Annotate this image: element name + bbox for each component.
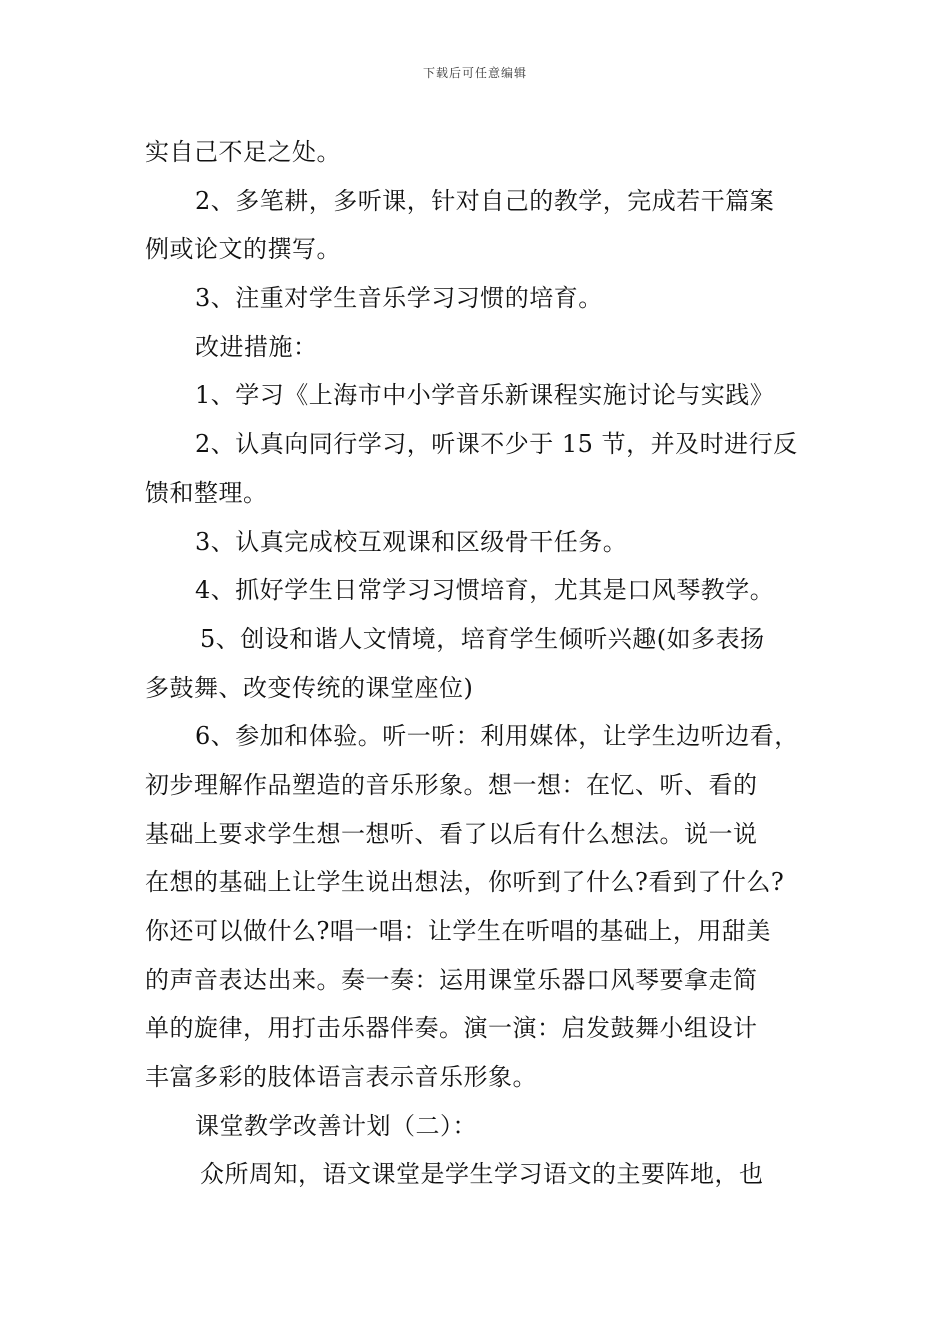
page-header: 下载后可任意编辑 — [422, 66, 527, 80]
text-line: 在想的基础上让学生说出想法，你听到了什么?看到了什么? — [145, 868, 785, 897]
text-line: 2、认真向同行学习，听课不少于 15 节，并及时进行反 — [195, 430, 798, 459]
text-line: 实自己不足之处。 — [145, 138, 341, 166]
text-line: 1、学习《上海市中小学音乐新课程实施讨论与实践》 — [195, 381, 775, 410]
text-line: 基础上要求学生想一想听、看了以后有什么想法。说一说 — [145, 819, 758, 848]
text-line: 3、注重对学生音乐学习习惯的培育。 — [195, 284, 603, 313]
text-line: 例或论文的撰写。 — [145, 235, 341, 264]
text-line: 的声音表达出来。奏一奏：运用课堂乐器口风琴要拿走简 — [145, 965, 758, 994]
text-line: 馈和整理。 — [145, 478, 268, 507]
section-heading: 改进措施： — [195, 332, 318, 361]
text-line: 众所周知，语文课堂是学生学习语文的主要阵地，也 — [200, 1160, 764, 1189]
text-line: 4、抓好学生日常学习习惯培育，尤其是口风琴教学。 — [195, 576, 775, 605]
text-line: 丰富多彩的肢体语言表示音乐形象。 — [145, 1063, 537, 1092]
text-line: 6、参加和体验。听一听：利用媒体，让学生边听边看， — [195, 722, 799, 751]
text-line: 5、创设和谐人文情境，培育学生倾听兴趣(如多表扬 — [200, 624, 765, 653]
text-line: 你还可以做什么?唱一唱：让学生在听唱的基础上，用甜美 — [145, 917, 771, 945]
document-body — [145, 128, 815, 1199]
section-heading: 课堂教学改善计划（二）： — [195, 1111, 477, 1140]
text-line: 2、多笔耕，多听课，针对自己的教学，完成若干篇案 — [195, 186, 775, 215]
text-line: 多鼓舞、改变传统的课堂座位) — [145, 673, 474, 702]
text-line: 3、认真完成校互观课和区级骨干任务。 — [195, 527, 628, 556]
text-line: 初步理解作品塑造的音乐形象。想一想：在忆、听、看的 — [145, 770, 758, 799]
text-line: 单的旋律，用打击乐器伴奏。演一演：启发鼓舞小组设计 — [145, 1014, 758, 1043]
